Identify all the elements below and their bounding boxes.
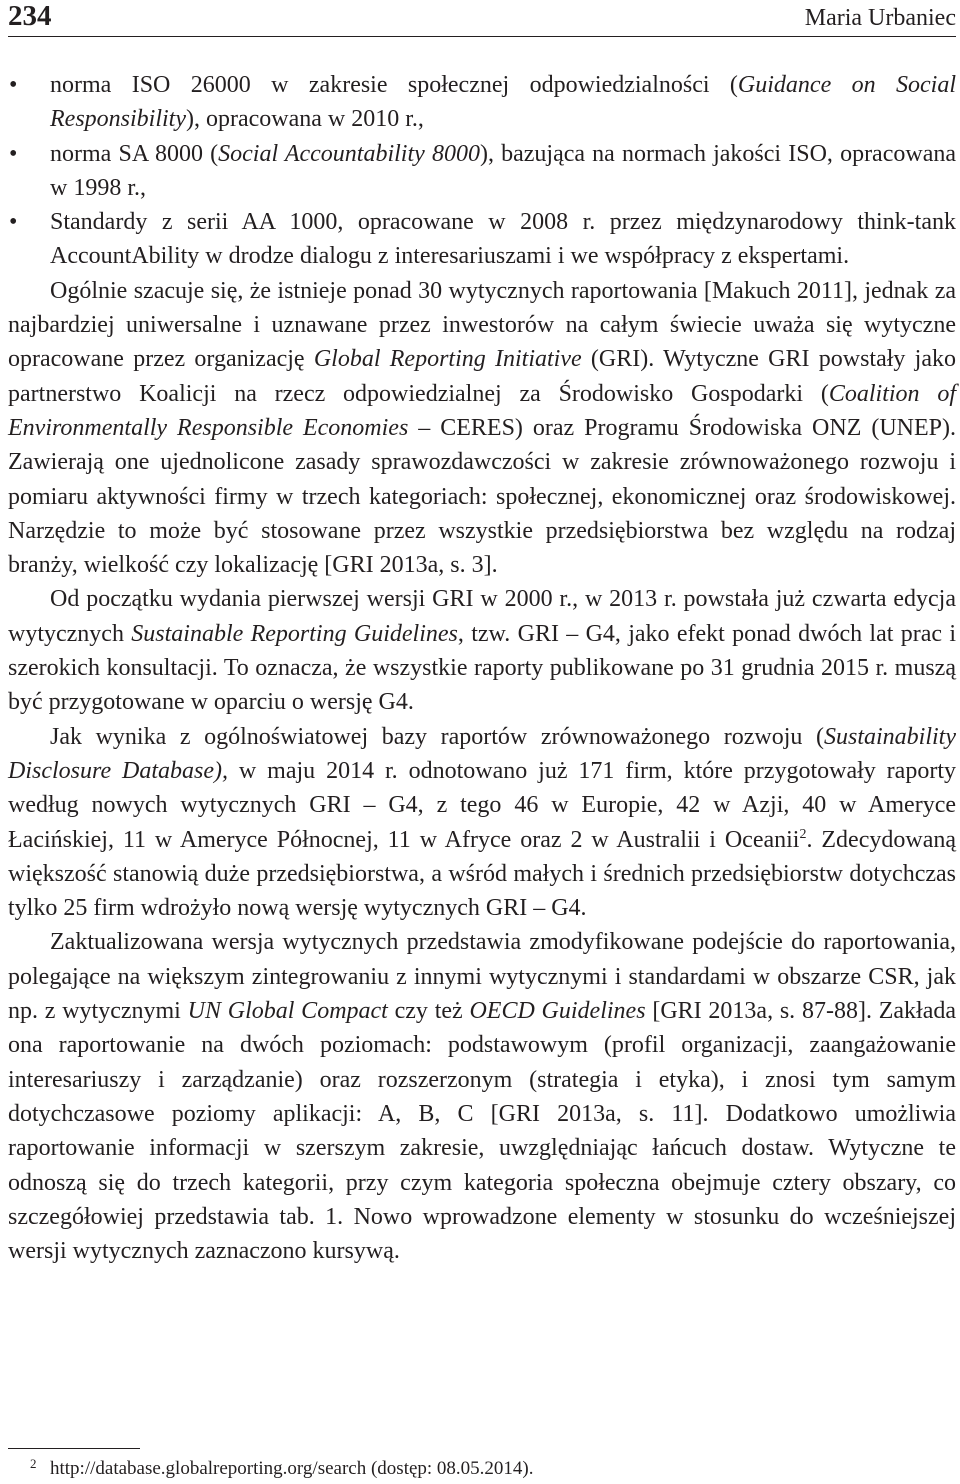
bullet-icon: • <box>9 72 18 98</box>
page-number: 234 <box>8 0 52 32</box>
body-text <box>8 68 956 1268</box>
page-header <box>8 0 956 36</box>
paragraph-g4-edition: Od początku wydania pierwszej wersji GRI w 2000 r., w 2013 r. powstała już czwarta edycja wytycznych Sustainable Reporting Guidelines, tzw. GRI – G4, jako efekt ponad dwóch lat prac i szerokich konsultacji. To oznacza, że wszystkie raporty publikowane po 31 grudnia 2015 r. muszą być przygotowane w oparciu o wersję G4. <box>8 586 956 716</box>
list-item: • norma ISO 26000 w zakresie społecznej odpowiedzialności (Guidance on Social Responsibility), opracowana w 2010 r., <box>8 68 956 137</box>
list-item: • Standardy z serii AA 1000, opracowane w 2008 r. przez międzynarodowy think-tank AccountAbility w drodze dialogu z interesariuszami i we współpracy z ekspertami. <box>8 205 956 274</box>
footnote-link[interactable]: http://database.globalreporting.org/search (dostęp: 08.05.2014). <box>50 1458 534 1479</box>
bullet-list <box>8 68 956 274</box>
running-head-author: Maria Urbaniec <box>804 5 956 31</box>
list-item: • norma SA 8000 (Social Accountability 8000), bazująca na normach jakości ISO, opracowana w 1998 r., <box>8 137 956 206</box>
paragraph-updated-version: Zaktualizowana wersja wytycznych przedstawia zmodyfikowane podejście do raportowania, polegające na większym zintegrowaniu z innymi wytycznymi i standardami w obszarze CSR, jak np. z wytycznymi UN Global Compact czy też OECD Guidelines [GRI 2013a, s. 87-88]. Zakłada ona raportowanie na dwóch poziomach: podstawowym (profil organizacji, zaangażowanie interesariuszy i zarządzanie) oraz rozszerzonym (strategia i etyka), i znosi tym samym dotychczasowe poziomy aplikacji: A, B, C [GRI 2013a, s. 11]. Dodatkowo umożliwia raportowanie informacji w szerszym zakresie, uwzględniając łańcuch dostaw. Wytyczne te odnoszą się do trzech kategorii, przy czym kategoria społeczna obejmuje cztery obszary, co szczegółowiej przedstawia tab. 1. Nowo wprowadzone elementy w stosunku do wcześniejszej wersji wytycznych zaznaczono kursywą. <box>8 929 957 1265</box>
footnote <box>30 1456 534 1480</box>
paragraph-gri-overview: Ogólnie szacuje się, że istnieje ponad 30 wytycznych raportowania [Makuch 2011], jednak za najbardziej uniwersalne i uznawane przez inwestorów na całym świecie uważa się wytyczne opracowane przez organizację Global Reporting Initiative (GRI). Wytyczne GRI powstały jako partnerstwo Koalicji na rzecz odpowiedzialnej za Środowisko Gospodarki (Coalition of Environmentally Responsible Economies – CERES) oraz Programu Środowiska ONZ (UNEP). Zawierają one ujednolicone zasady sprawozdawczości w zakresie zrównoważonego rozwoju i pomiaru aktywności firmy w trzech kategoriach: społecznej, ekonomicznej oraz środowiskowej. Narzędzie to może być stosowane przez wszystkie przedsiębiorstwa bez względu na rodzaj branży, wielkość czy lokalizację [GRI 2013a, s. 3]. <box>8 277 957 579</box>
footnote-rule <box>8 1448 140 1449</box>
page <box>8 0 956 1484</box>
footnote-reference[interactable]: 2 <box>799 826 807 842</box>
header-rule <box>8 36 956 37</box>
bullet-icon: • <box>9 209 18 236</box>
paragraph-database-stats: Jak wynika z ogólnoświatowej bazy raportów zrównoważonego rozwoju (Sustainability Disclosure Database), w maju 2014 r. odnotowano już 171 firm, które przygotowały raporty według nowych wytycznych GRI – G4, z tego 46 w Europie, 42 w Azji, 40 w Ameryce Łacińskiej, 11 w Ameryce Północnej, 11 w Afryce oraz 2 w Australii i Oceanii$^2$. Zdecydowaną większość stanowią duże przedsiębiorstwa, a wśród małych i średnich przedsiębiorstw dotychczas tylko 25 firm wdrożyło nową wersję wytycznych GRI – G4. <box>8 723 957 922</box>
bullet-icon: • <box>9 140 18 167</box>
footnote-number: 2 <box>30 1456 37 1471</box>
